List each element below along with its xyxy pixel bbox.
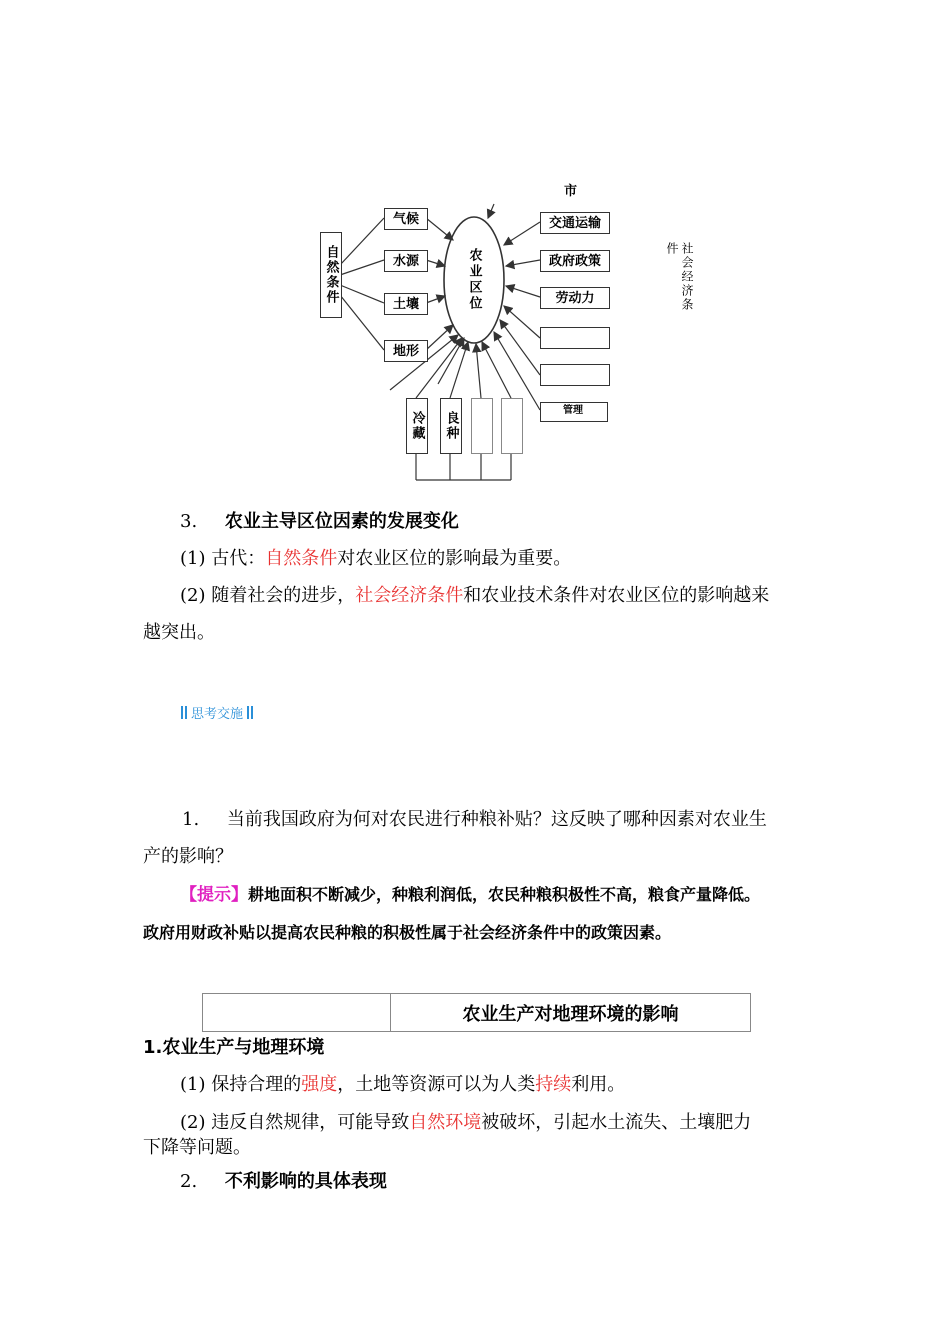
think-label-text: 思考交施 [191,707,244,722]
section3-item1-suffix: 对农业区位的影响最为重要。 [337,548,572,569]
env-item2-prefix: (2) 违反自然规律，可能导致 [180,1112,410,1133]
section-table-title: 农业生产对地理环境的影响 [462,1003,679,1025]
think-right-bar [247,706,249,719]
env-item1-prefix: (1) 保持合理的 [180,1074,302,1095]
env-item1-highlight-1: 强度 [301,1074,338,1095]
center-label-text: 农业区位 [466,248,482,312]
env-item1-highlight-2: 持续 [535,1074,572,1095]
env-item1-mid: ，土地等资源可以为人类 [337,1074,536,1095]
natural-conditions-label: 自然条件 [323,245,339,305]
hint-text-cont: 政府用财政补贴以提高农民种粮的积极性属于社会经济条件中的政策因素。 [143,923,672,942]
hint-line [180,883,760,907]
section3-item2 [180,584,769,608]
section3-number: 3. [180,511,198,532]
env-heading: 1.农业生产与地理环境 [143,1037,325,1058]
section3-item1-highlight: 自然条件 [265,548,338,569]
factor-seed-label: 良种 [443,411,459,441]
factor-blank-1 [540,327,610,349]
question-text: 当前我国政府为何对农民进行种粮补贴？这反映了哪种因素对农业生 [226,809,767,830]
section3-item2-suffix: 和农业技术条件对农业区位的影响越来 [463,585,770,606]
question-text-cont: 产的影响？ [143,846,233,867]
factor-terrain: 地形 [384,340,428,362]
factor-seed [440,398,462,454]
section3-item1 [180,547,571,571]
diagram-top-fragment: 市 [564,184,578,199]
question-number: 1. [182,809,200,830]
section-table-left-cell [203,994,391,1031]
factor-climate: 气候 [384,208,428,230]
natural-conditions-box [320,232,342,318]
think-left-bar-2 [185,706,187,719]
hint-text: 耕地面积不断减少，种粮利润低，农民种粮积极性不高，粮食产量降低。 [248,885,761,904]
center-label [464,248,484,317]
env-item2-suffix: 被破坏，引起水土流失、土壤肥力 [481,1112,752,1133]
factor-labor: 劳动力 [540,287,610,309]
hint-tag: 【提示】 [180,885,248,905]
env-heading-2-number: 2. [180,1171,198,1192]
think-left-bar [181,706,183,719]
factor-policy: 政府政策 [540,250,610,272]
section3-item2-prefix: (2) 随着社会的进步， [180,585,356,606]
env-item2 [180,1111,751,1135]
section3-title: 农业主导区位因素的发展变化 [224,511,459,532]
diagram-side-label [664,242,694,322]
section3-heading [180,510,459,534]
env-heading-2-title: 不利影响的具体表现 [224,1171,387,1192]
factor-management: 管理 [540,402,608,422]
think-right-bar-2 [251,706,253,719]
factor-blank-2 [540,364,610,386]
section3-item1-prefix: (1) 古代： [180,548,266,569]
section-header-table [202,993,751,1032]
factor-transport: 交通运输 [540,212,610,234]
factor-tech-blank-1 [471,398,493,454]
env-heading-2 [180,1170,387,1194]
think-exchange-label [181,706,253,724]
factor-soil: 土壤 [384,293,428,315]
factor-water: 水源 [384,250,428,272]
section3-item2-highlight: 社会经济条件 [355,585,464,606]
diagram-side-label-text: 社会经济条件 [665,242,694,312]
env-item1 [180,1073,625,1097]
factor-refrigeration [406,398,428,454]
env-item2-highlight: 自然环境 [409,1112,482,1133]
factor-tech-blank-2 [501,398,523,454]
section3-item2-cont: 越突出。 [143,622,215,643]
agriculture-location-diagram [318,180,610,480]
factor-refrigeration-label: 冷藏 [409,411,425,441]
env-item2-cont: 下降等问题。 [143,1137,251,1158]
question-1 [182,808,767,832]
env-item1-suffix: 利用。 [571,1074,626,1095]
